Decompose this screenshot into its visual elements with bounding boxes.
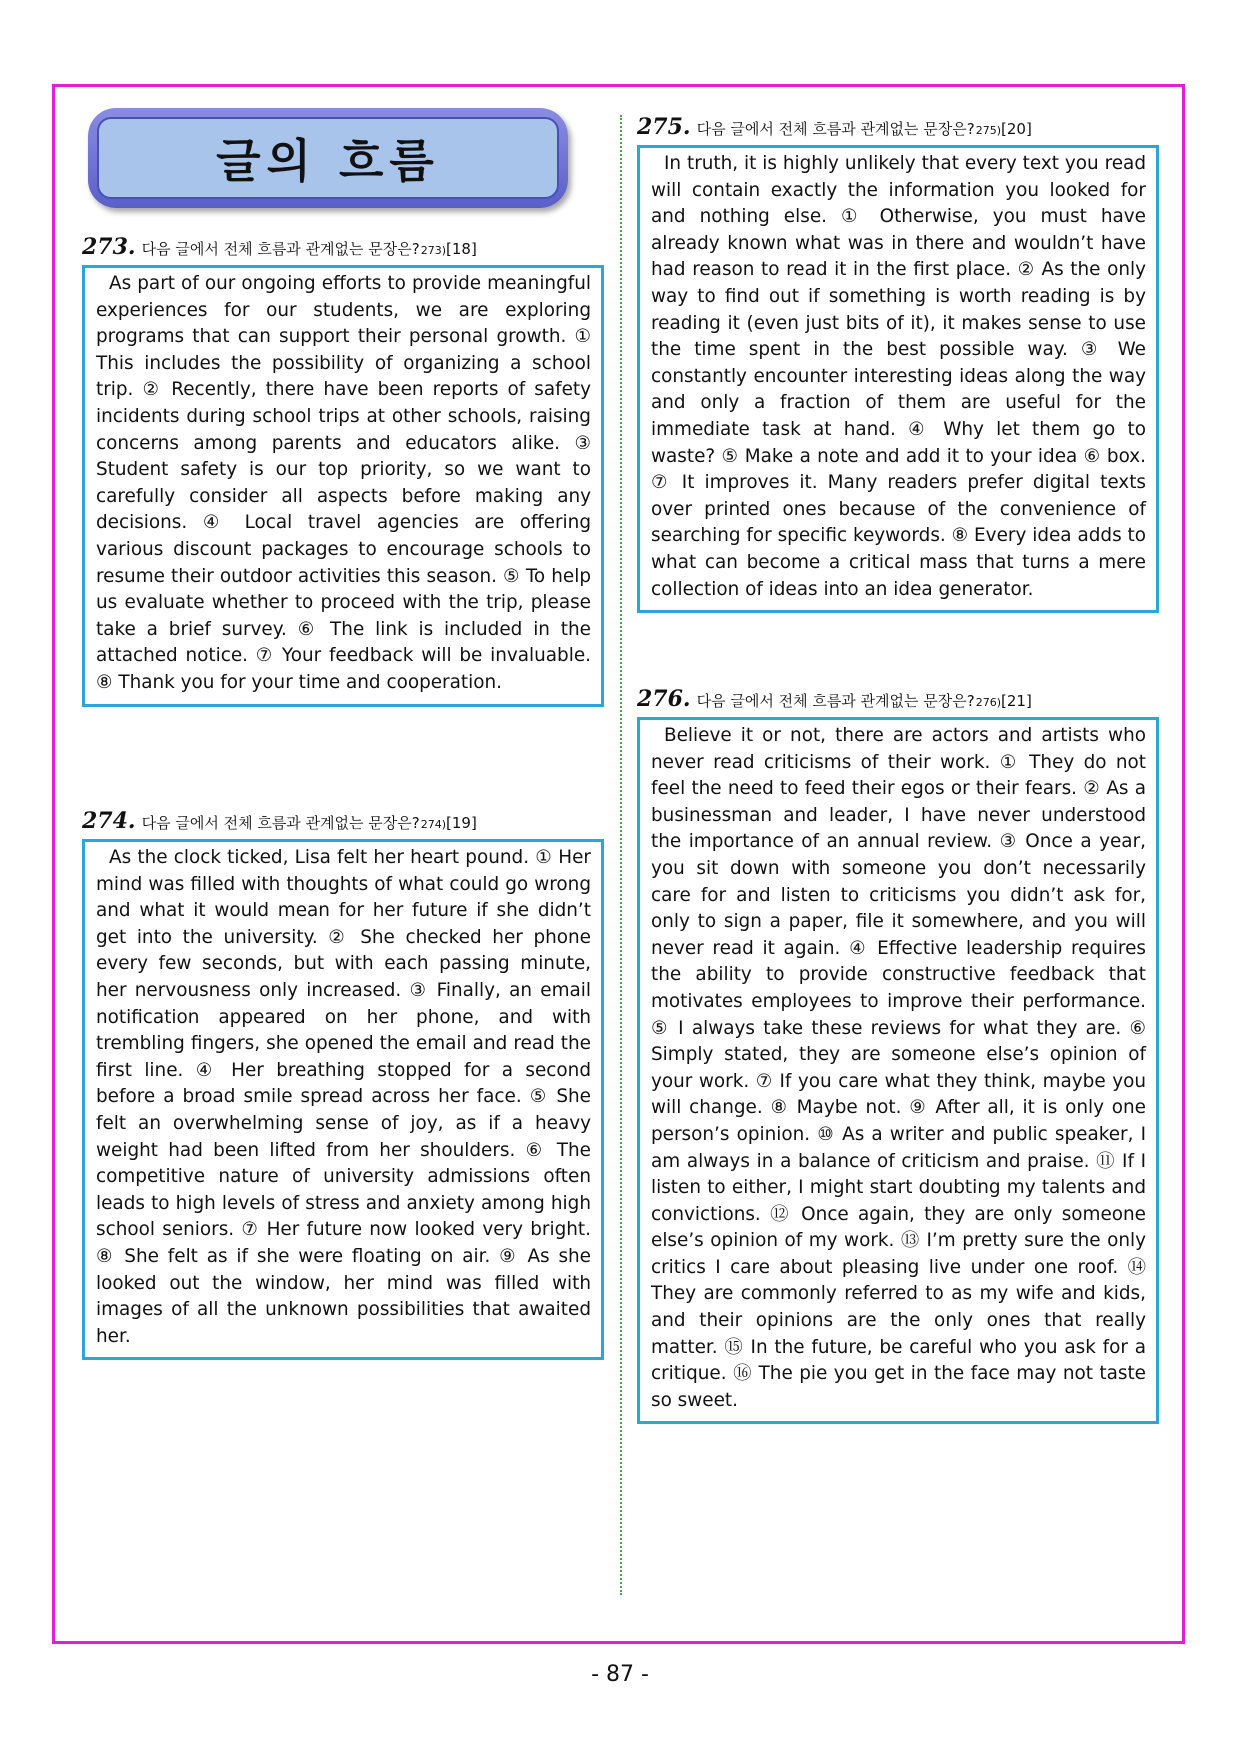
question-number: 274. (82, 808, 136, 834)
footnote-ref: 276) (975, 696, 1002, 709)
question-header (82, 808, 604, 834)
question-number: 273. (82, 234, 136, 260)
passage-box: Believe it or not, there are actors and artists who never read criticisms of their work. ① They do not feel the need to feed their egos or their fears. ② As a businessman and leader, I have never understood the importance of an annual review. ③ Once a year, you sit down with someone you don’t necessarily care for and listen to criticisms you didn’t ask for, only to sign a paper, file it somewhere, and you will never read it again. ④ Effective leadership requires the ability to provide constructive feedback that motivates employees to improve their performance. ⑤ I always take these reviews for what they are. ⑥ Simply stated, they are someone else’s opinion of your work. ⑦ If you care what they think, maybe you will change. ⑧ Maybe not. ⑨ After all, it is only one person’s opinion. ⑩ As a writer and public speaker, I am always in a balance of criticism and praise. ⑪ If I listen to either, I might start doubting my talents and convictions. ⑫ Once again, they are only someone else’s opinion of my work. ⑬ I’m pretty sure the only critics I care about pleasing live under one roof. ⑭ They are commonly referred to as my wife and kids, and their opinions are the only ones that really matter. ⑮ In the future, be careful who you ask for a critique. ⑯ The pie you get in the face may not taste so sweet. (637, 717, 1159, 1424)
question-prompt: 다음 글에서 전체 흐름과 관계없는 문장은? (696, 692, 975, 710)
question-274 (82, 808, 604, 1360)
question-number: 275. (637, 114, 691, 140)
question-code: [18] (446, 240, 477, 258)
footnote-ref: 275) (975, 124, 1002, 137)
banner-inner (97, 117, 559, 199)
passage-box: In truth, it is highly unlikely that every text you read will contain exactly the information you looked for and nothing else. ① Otherwise, you must have already known what was in there and wouldn’t have had reason to read it in the first place. ② As the only way to find out if something is worth reading is by reading it (even just bits of it), it makes sense to use the time spent in the best possible way. ③ We constantly encounter interesting ideas along the way and only a fraction of them are useful for the immediate task at hand. ④ Why let them go to waste? ⑤ Make a note and add it to your idea ⑥ box. ⑦ It improves it. Many readers prefer digital texts over printed ones because of the convenience of searching for specific keywords. ⑧ Every idea adds to what can become a critical mass that turns a mere collection of ideas into an idea generator. (637, 145, 1159, 613)
question-code: [21] (1001, 692, 1032, 710)
question-code: [20] (1001, 120, 1032, 138)
question-prompt: 다음 글에서 전체 흐름과 관계없는 문장은? (141, 814, 420, 832)
column-divider (620, 115, 622, 1595)
question-header (82, 234, 604, 260)
question-275 (637, 114, 1159, 613)
question-273 (82, 234, 604, 707)
question-276 (637, 686, 1159, 1424)
footnote-ref: 274) (420, 818, 447, 831)
question-header (637, 686, 1159, 712)
footnote-ref: 273) (420, 244, 447, 257)
question-prompt: 다음 글에서 전체 흐름과 관계없는 문장은? (696, 120, 975, 138)
page-number: - 87 - (591, 1662, 649, 1687)
question-number: 276. (637, 686, 691, 712)
question-code: [19] (446, 814, 477, 832)
question-header (637, 114, 1159, 140)
section-title-banner (88, 108, 568, 208)
section-title: 글의 흐름 (216, 134, 440, 188)
question-prompt: 다음 글에서 전체 흐름과 관계없는 문장은? (141, 240, 420, 258)
passage-box: As part of our ongoing efforts to provide meaningful experiences for our students, we are exploring programs that can support their personal growth. ① This includes the possibility of organizing a school trip. ② Recently, there have been reports of safety incidents during school trips at other schools, raising concerns among parents and educators alike. ③ Student safety is our top priority, so we want to carefully consider all aspects before making any decisions. ④ Local travel agencies are offering various discount packages to encourage schools to resume their outdoor activities this season. ⑤ To help us evaluate whether to proceed with the trip, please take a brief survey. ⑥ The link is included in the attached notice. ⑦ Your feedback will be invaluable. ⑧ Thank you for your time and cooperation. (82, 265, 604, 707)
passage-box: As the clock ticked, Lisa felt her heart pound. ① Her mind was filled with thoughts of what could go wrong and what it would mean for her future if she didn’t get into the university. ② She checked her phone every few seconds, but with each passing minute, her nervousness only increased. ③ Finally, an email notification appeared on her phone, and with trembling fingers, she opened the email and read the first line. ④ Her breathing stopped for a second before a broad smile spread across her face. ⑤ She felt an overwhelming sense of joy, as if a heavy weight had been lifted from her shoulders. ⑥ The competitive nature of university admissions often leads to high levels of stress and anxiety among high school seniors. ⑦ Her future now looked very bright. ⑧ She felt as if she were floating on air. ⑨ As she looked out the window, her mind was filled with images of all the unknown possibilities that awaited her. (82, 839, 604, 1360)
